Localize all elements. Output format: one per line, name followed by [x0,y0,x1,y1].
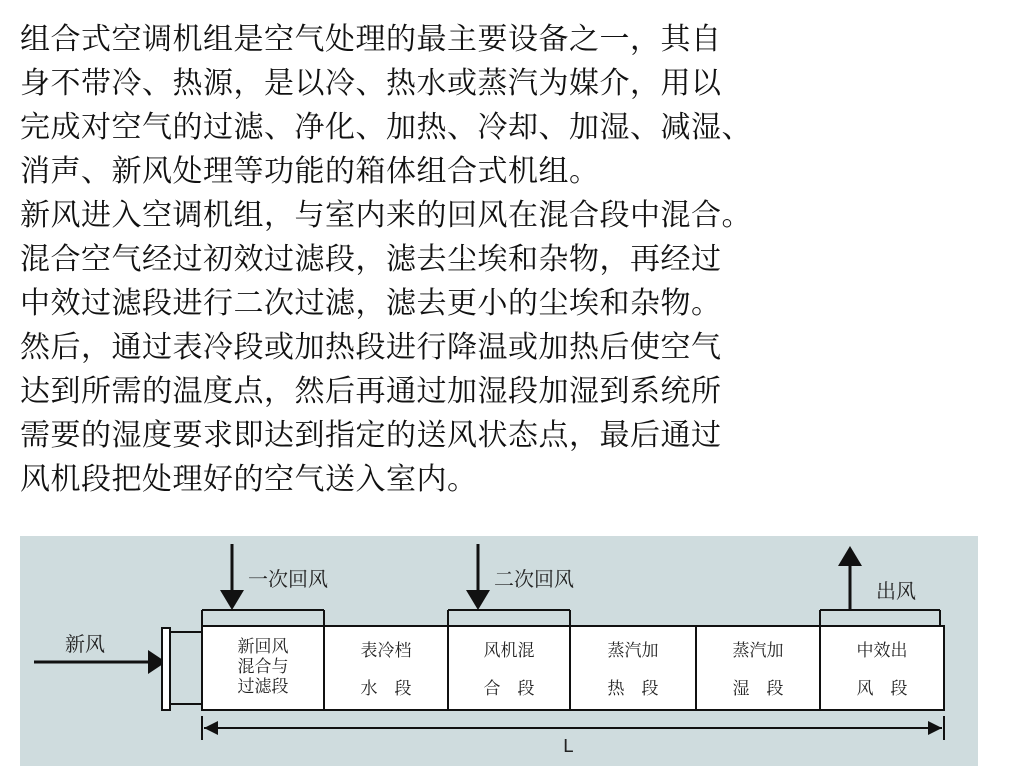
section-label: 风 段 [856,679,908,699]
text-line: 然后，通过表冷段或加热段进行降温或加热后使空气 [20,330,722,365]
secondary-return-air-label: 二次回风 [494,567,574,591]
section-label: 热 段 [607,679,659,699]
length-label: L [562,736,574,757]
description-text [20,18,1010,502]
diagram-canvas [20,536,978,766]
section-label: 过滤段 [237,677,289,697]
section-label: 合 段 [483,679,535,699]
text-line: 中效过滤段进行二次过滤，滤去更小的尘埃和杂物。 [20,286,722,321]
text-line: 消声、新风处理等功能的箱体组合式机组。 [20,154,600,189]
section-label: 水 段 [360,679,412,699]
unit-body [202,626,944,710]
fresh-air-label: 新风 [65,632,105,656]
text-line: 身不带冷、热源，是以冷、热水或蒸汽为媒介，用以 [20,66,722,101]
text-line: 需要的湿度要求即达到指定的送风状态点，最后通过 [20,418,722,453]
text-line: 完成对空气的过滤、净化、加热、冷却、加湿、减湿、 [20,110,752,145]
air-handling-unit-diagram [20,536,978,766]
text-line: 达到所需的温度点，然后再通过加湿段加湿到系统所 [20,374,722,409]
text-line: 风机段把处理好的空气送入室内。 [20,462,478,497]
section-label: 混合与 [237,657,289,677]
text-line: 组合式空调机组是空气处理的最主要设备之一，其自 [20,22,722,57]
section-label: 表冷档 [360,641,412,661]
section-label: 蒸汽加 [607,641,659,661]
inlet-flange [162,628,170,710]
section-label: 湿 段 [732,679,784,699]
text-line: 混合空气经过初效过滤段，滤去尘埃和杂物，再经过 [20,242,722,277]
text-line: 新风进入空调机组，与室内来的回风在混合段中混合。 [20,198,752,233]
outlet-air-label: 出风 [876,579,916,603]
section-label: 风机混 [483,641,535,661]
section-label: 新回风 [237,637,289,657]
primary-return-air-label: 一次回风 [248,567,328,591]
section-label: 蒸汽加 [732,641,784,661]
section-label: 中效出 [856,641,908,661]
